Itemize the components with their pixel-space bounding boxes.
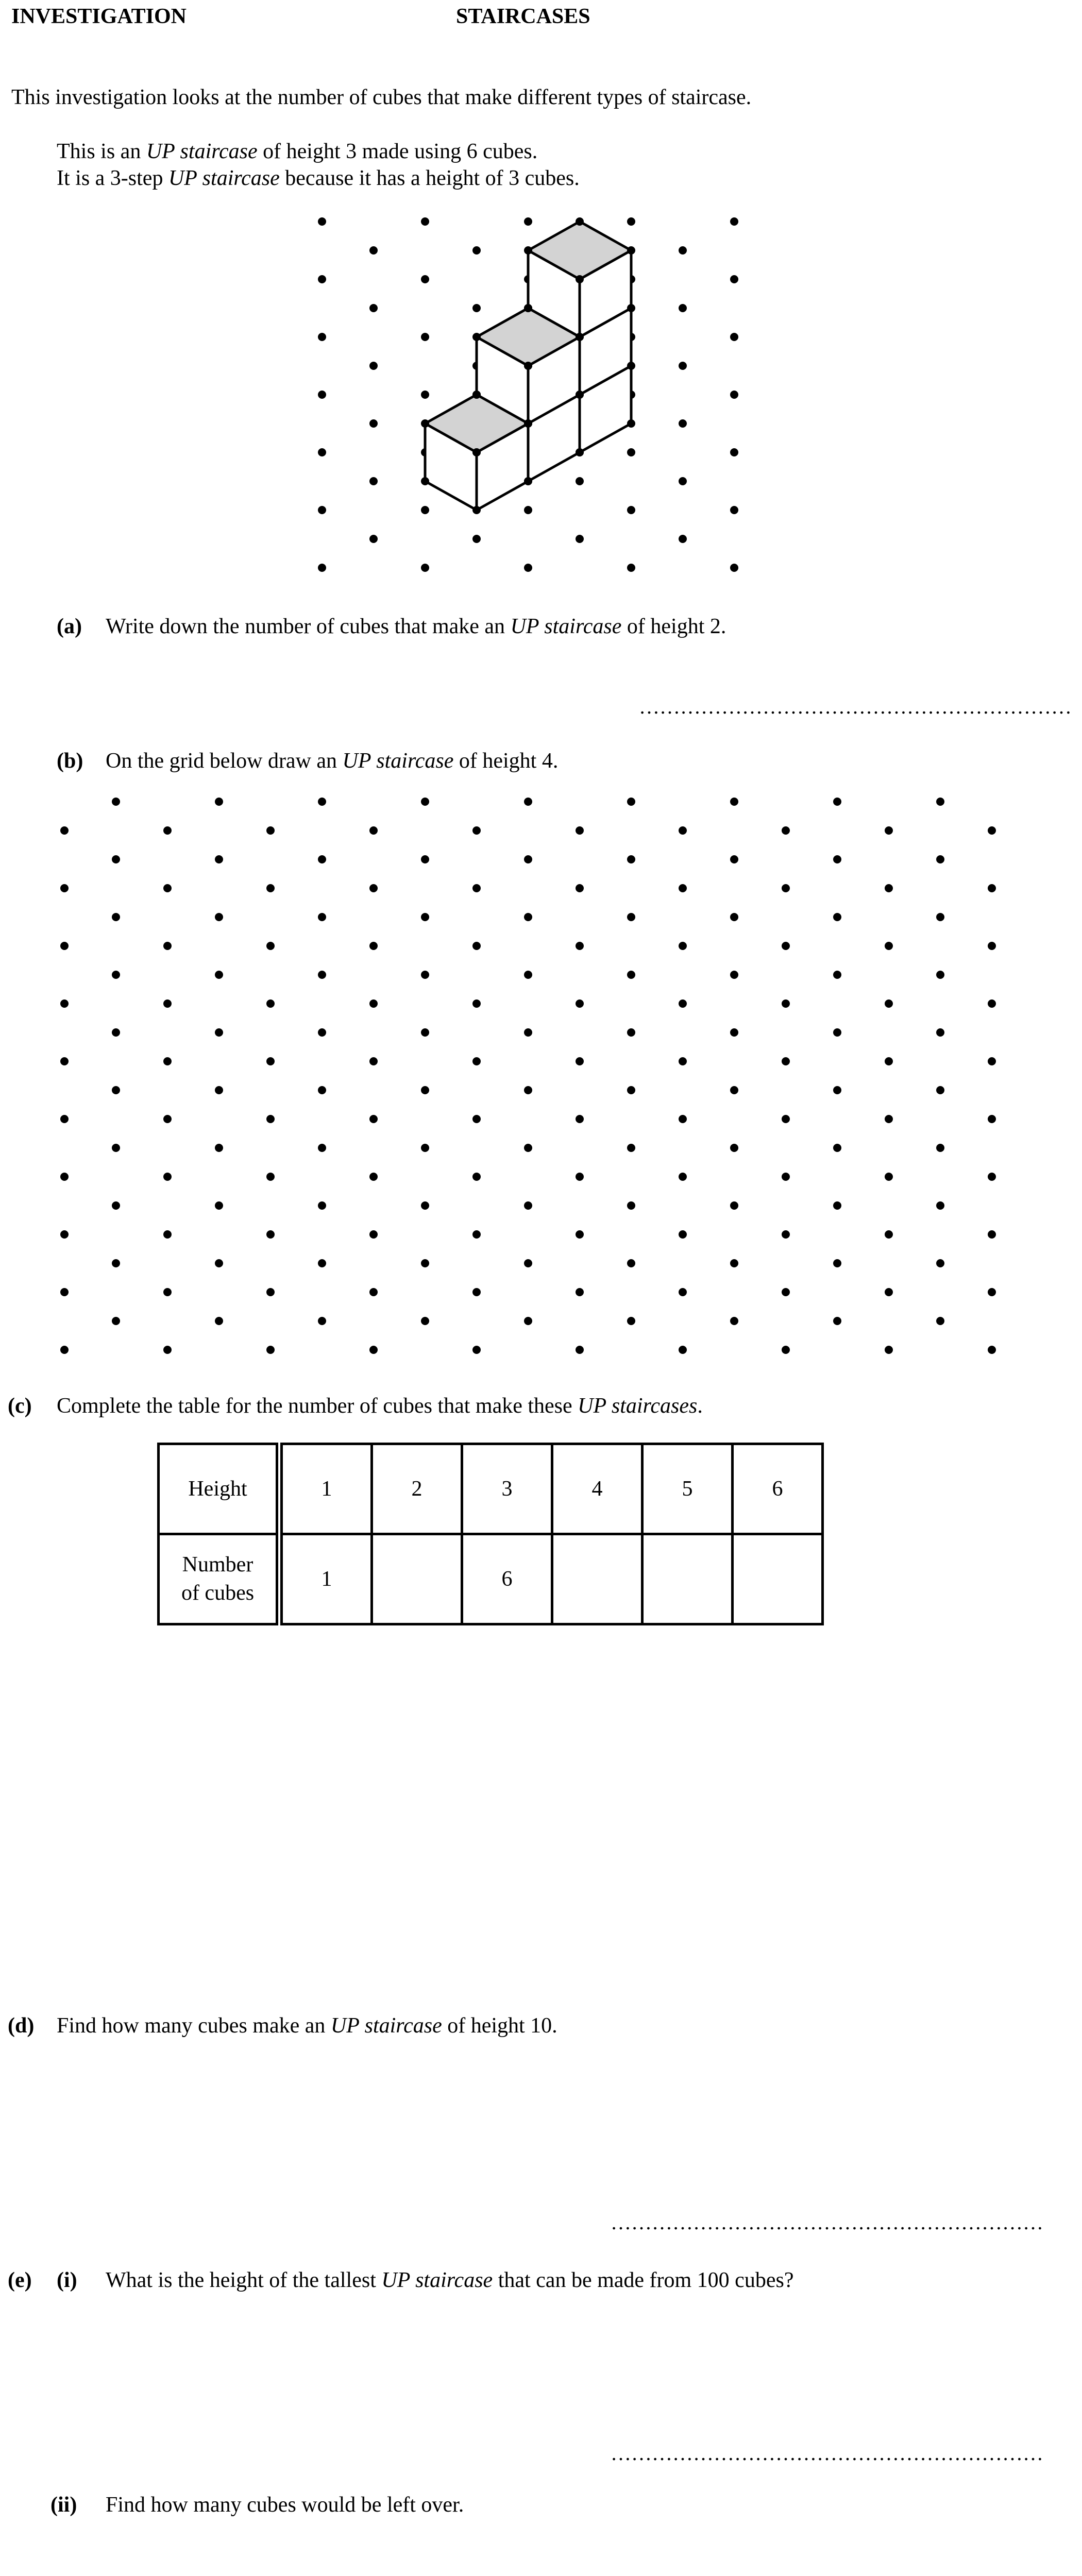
grid-dot <box>215 1028 223 1037</box>
grid-dot <box>163 1057 172 1065</box>
grid-dot <box>112 1028 120 1037</box>
grid-dot <box>627 1086 635 1094</box>
height-cell: 2 <box>372 1444 462 1534</box>
grid-dot <box>885 999 893 1008</box>
cubes-cell-input[interactable] <box>372 1534 462 1624</box>
question-c-text: Complete the table for the number of cubes that make these UP staircases. <box>57 1394 703 1418</box>
grid-dot <box>215 1086 223 1094</box>
grid-dot <box>318 1201 326 1210</box>
grid-dot <box>472 884 481 892</box>
grid-dot <box>421 913 429 921</box>
grid-dot <box>163 1288 172 1296</box>
grid-dot <box>524 798 532 806</box>
grid-dot <box>627 913 635 921</box>
question-d-label: (d) <box>8 2014 35 2038</box>
grid-dot <box>472 1173 481 1181</box>
grid-dot <box>215 1201 223 1210</box>
grid-dot <box>782 999 790 1008</box>
grid-dot <box>885 1230 893 1239</box>
question-b-text: On the grid below draw an UP staircase of height 4. <box>106 749 559 773</box>
grid-dot <box>885 1288 893 1296</box>
grid-dot <box>163 1173 172 1181</box>
grid-dot <box>782 1346 790 1354</box>
grid-dot <box>163 942 172 950</box>
grid-dot <box>421 1317 429 1325</box>
grid-dot <box>885 1173 893 1181</box>
grid-dot <box>60 884 69 892</box>
grid-dot <box>524 1144 532 1152</box>
grid-dot <box>163 826 172 835</box>
grid-dot <box>782 1173 790 1181</box>
intro-text: This investigation looks at the number of cubes that make different types of staircase. <box>11 86 752 109</box>
height-cell: 5 <box>643 1444 733 1534</box>
grid-dot <box>782 1115 790 1123</box>
grid-dot <box>369 884 378 892</box>
grid-dot <box>112 1086 120 1094</box>
grid-dot <box>782 884 790 892</box>
grid-dot <box>163 999 172 1008</box>
grid-dot <box>833 1086 841 1094</box>
height-cell: 6 <box>733 1444 823 1534</box>
answer-line-d[interactable]: ……………………………………………………… <box>611 2211 1043 2234</box>
question-b-label: (b) <box>57 749 83 773</box>
grid-dot <box>833 971 841 979</box>
example-line-1: This is an UP staircase of height 3 made using 6 cubes. <box>57 140 538 163</box>
grid-dot <box>679 1230 687 1239</box>
grid-dot <box>885 1057 893 1065</box>
header-title: STAIRCASES <box>456 5 590 28</box>
grid-dot <box>730 798 738 806</box>
grid-dot <box>421 1086 429 1094</box>
grid-dot <box>215 798 223 806</box>
grid-dot <box>988 1115 996 1123</box>
cubes-table <box>157 1443 824 1625</box>
cubes-cell: 1 <box>279 1534 372 1624</box>
grid-dot <box>215 855 223 863</box>
grid-dot <box>936 798 944 806</box>
grid-dot <box>369 999 378 1008</box>
grid-dot <box>627 971 635 979</box>
grid-dot <box>369 1288 378 1296</box>
grid-dot <box>524 1086 532 1094</box>
grid-dot <box>730 1317 738 1325</box>
grid-dot <box>679 884 687 892</box>
grid-dot <box>936 971 944 979</box>
grid-dot <box>112 971 120 979</box>
grid-dot <box>936 1086 944 1094</box>
grid-dot <box>524 1317 532 1325</box>
grid-dot <box>266 1230 275 1239</box>
grid-dot <box>936 1259 944 1267</box>
grid-dot <box>627 1259 635 1267</box>
grid-dot <box>318 798 326 806</box>
grid-dot <box>472 999 481 1008</box>
grid-dot <box>730 913 738 921</box>
grid-dot <box>215 1317 223 1325</box>
answer-line-a[interactable]: ……………………………………………………… <box>639 695 1072 718</box>
question-e-ii-label: (ii) <box>50 2493 77 2517</box>
grid-dot <box>215 1144 223 1152</box>
grid-dot <box>730 971 738 979</box>
grid-dot <box>936 913 944 921</box>
answer-line-e-i[interactable]: ……………………………………………………… <box>611 2442 1043 2465</box>
header-left: INVESTIGATION <box>11 5 187 28</box>
grid-dot <box>369 1115 378 1123</box>
question-e-i-label: (i) <box>57 2268 77 2292</box>
grid-dot <box>112 1317 120 1325</box>
grid-dot <box>60 1230 69 1239</box>
grid-dot <box>524 913 532 921</box>
table-row-height <box>159 1444 823 1534</box>
grid-dot <box>60 1288 69 1296</box>
grid-dot <box>885 942 893 950</box>
grid-dot <box>369 942 378 950</box>
grid-dot <box>266 826 275 835</box>
grid-dot <box>318 1028 326 1037</box>
grid-dot <box>679 1346 687 1354</box>
grid-dot <box>60 1346 69 1354</box>
question-e-ii-text: Find how many cubes would be left over. <box>106 2493 464 2517</box>
grid-dot <box>318 913 326 921</box>
grid-dot <box>266 884 275 892</box>
grid-dot <box>988 1057 996 1065</box>
grid-dot <box>988 999 996 1008</box>
grid-dot <box>266 1173 275 1181</box>
grid-dot <box>679 942 687 950</box>
grid-dot <box>988 1288 996 1296</box>
grid-dot <box>472 826 481 835</box>
grid-dot <box>988 826 996 835</box>
grid-dot <box>421 855 429 863</box>
height-cell: 4 <box>552 1444 643 1534</box>
grid-dot <box>163 1346 172 1354</box>
grid-dot <box>885 1346 893 1354</box>
grid-dot <box>782 1230 790 1239</box>
grid-dot <box>318 1086 326 1094</box>
grid-dot <box>60 999 69 1008</box>
grid-dot <box>421 1028 429 1037</box>
grid-dot <box>833 1317 841 1325</box>
grid-dot <box>524 1201 532 1210</box>
grid-dot <box>576 1288 584 1296</box>
grid-dot <box>266 1288 275 1296</box>
grid-dot <box>60 1173 69 1181</box>
grid-dot <box>60 1115 69 1123</box>
grid-dot <box>730 1144 738 1152</box>
grid-dot <box>369 1346 378 1354</box>
grid-dot <box>112 913 120 921</box>
grid-dot <box>421 1201 429 1210</box>
grid-dot <box>112 798 120 806</box>
grid-dot <box>318 1144 326 1152</box>
grid-dot <box>215 913 223 921</box>
grid-dot <box>421 1144 429 1152</box>
grid-dot <box>266 942 275 950</box>
grid-dot <box>730 1086 738 1094</box>
grid-dot <box>730 1201 738 1210</box>
grid-dot <box>266 1115 275 1123</box>
grid-dot <box>988 884 996 892</box>
grid-dot <box>576 942 584 950</box>
grid-dot <box>627 855 635 863</box>
grid-dot <box>627 1201 635 1210</box>
grid-dot <box>60 826 69 835</box>
grid-dot <box>576 1115 584 1123</box>
question-d-text: Find how many cubes make an UP staircase of height 10. <box>57 2014 557 2038</box>
grid-dot <box>936 855 944 863</box>
grid-dot <box>936 1028 944 1037</box>
grid-dot <box>472 1115 481 1123</box>
grid-dot <box>421 971 429 979</box>
grid-dot <box>936 1201 944 1210</box>
grid-dot <box>472 1230 481 1239</box>
grid-dot <box>266 1057 275 1065</box>
grid-dot <box>627 1144 635 1152</box>
grid-dot <box>885 884 893 892</box>
question-a-label: (a) <box>57 615 82 638</box>
grid-dot <box>369 826 378 835</box>
grid-dot <box>112 1201 120 1210</box>
grid-dot <box>782 826 790 835</box>
grid-dot <box>60 942 69 950</box>
grid-dot <box>524 971 532 979</box>
grid-dot <box>988 1346 996 1354</box>
grid-dot <box>266 999 275 1008</box>
grid-dot <box>885 1115 893 1123</box>
grid-dot <box>730 1259 738 1267</box>
grid-dot <box>60 1057 69 1065</box>
grid-dot <box>576 1346 584 1354</box>
grid-dot <box>266 1346 275 1354</box>
grid-dot <box>833 1201 841 1210</box>
grid-dot <box>679 826 687 835</box>
grid-dot <box>472 1057 481 1065</box>
example-line-2: It is a 3-step UP staircase because it has a height of 3 cubes. <box>57 166 580 190</box>
cubes-cell-input[interactable] <box>733 1534 823 1624</box>
grid-dot <box>421 1259 429 1267</box>
grid-dot <box>318 1317 326 1325</box>
grid-dot <box>576 884 584 892</box>
question-a-text: Write down the number of cubes that make an UP staircase of height 2. <box>106 615 726 638</box>
grid-dot <box>782 1288 790 1296</box>
grid-dot <box>988 1230 996 1239</box>
grid-dot <box>885 826 893 835</box>
grid-dot <box>369 1057 378 1065</box>
grid-dot <box>730 1028 738 1037</box>
grid-dot <box>627 798 635 806</box>
grid-dot <box>112 855 120 863</box>
grid-dot <box>679 1057 687 1065</box>
grid-dot <box>369 1173 378 1181</box>
grid-dot <box>833 855 841 863</box>
grid-dot <box>215 1259 223 1267</box>
grid-dot <box>730 855 738 863</box>
grid-dot <box>988 942 996 950</box>
grid-dot <box>472 1346 481 1354</box>
grid-dot <box>576 1173 584 1181</box>
grid-dot <box>679 1288 687 1296</box>
cubes-cell-input[interactable] <box>552 1534 643 1624</box>
grid-dot <box>163 1115 172 1123</box>
grid-dot <box>369 1230 378 1239</box>
cubes-cell-input[interactable] <box>643 1534 733 1624</box>
grid-dot <box>782 1057 790 1065</box>
grid-dot <box>833 913 841 921</box>
table-row-cubes <box>159 1534 823 1624</box>
grid-dot <box>782 942 790 950</box>
grid-dot <box>576 1057 584 1065</box>
grid-dot <box>472 1288 481 1296</box>
grid-dot <box>318 971 326 979</box>
grid-dot <box>833 1028 841 1037</box>
table-header-cubes: Number of cubes <box>159 1534 280 1624</box>
grid-dot <box>627 1317 635 1325</box>
grid-dot <box>576 1230 584 1239</box>
grid-dot <box>318 1259 326 1267</box>
grid-dot <box>215 971 223 979</box>
grid-dot <box>112 1259 120 1267</box>
grid-dot <box>679 1173 687 1181</box>
grid-dot <box>163 1230 172 1239</box>
height-cell: 3 <box>462 1444 552 1534</box>
grid-dot <box>576 826 584 835</box>
table-header-height: Height <box>159 1444 280 1534</box>
height-cell: 1 <box>279 1444 372 1534</box>
grid-dot <box>524 855 532 863</box>
grid-dot <box>576 999 584 1008</box>
grid-dot <box>524 1259 532 1267</box>
question-e-i-text: What is the height of the tallest UP staircase that can be made from 100 cubes? <box>106 2268 794 2292</box>
grid-dot <box>936 1317 944 1325</box>
grid-dot <box>421 798 429 806</box>
grid-dot <box>833 1259 841 1267</box>
grid-dot <box>679 999 687 1008</box>
grid-dot <box>936 1144 944 1152</box>
grid-dot <box>833 1144 841 1152</box>
grid-dot <box>112 1144 120 1152</box>
grid-dot <box>163 884 172 892</box>
grid-dot <box>318 855 326 863</box>
grid-dot <box>472 942 481 950</box>
question-c-label: (c) <box>8 1394 32 1418</box>
cubes-cell: 6 <box>462 1534 552 1624</box>
grid-dot <box>679 1115 687 1123</box>
grid-dot <box>833 798 841 806</box>
grid-dot <box>988 1173 996 1181</box>
grid-dot <box>627 1028 635 1037</box>
grid-dot <box>524 1028 532 1037</box>
question-e-label: (e) <box>8 2268 32 2292</box>
